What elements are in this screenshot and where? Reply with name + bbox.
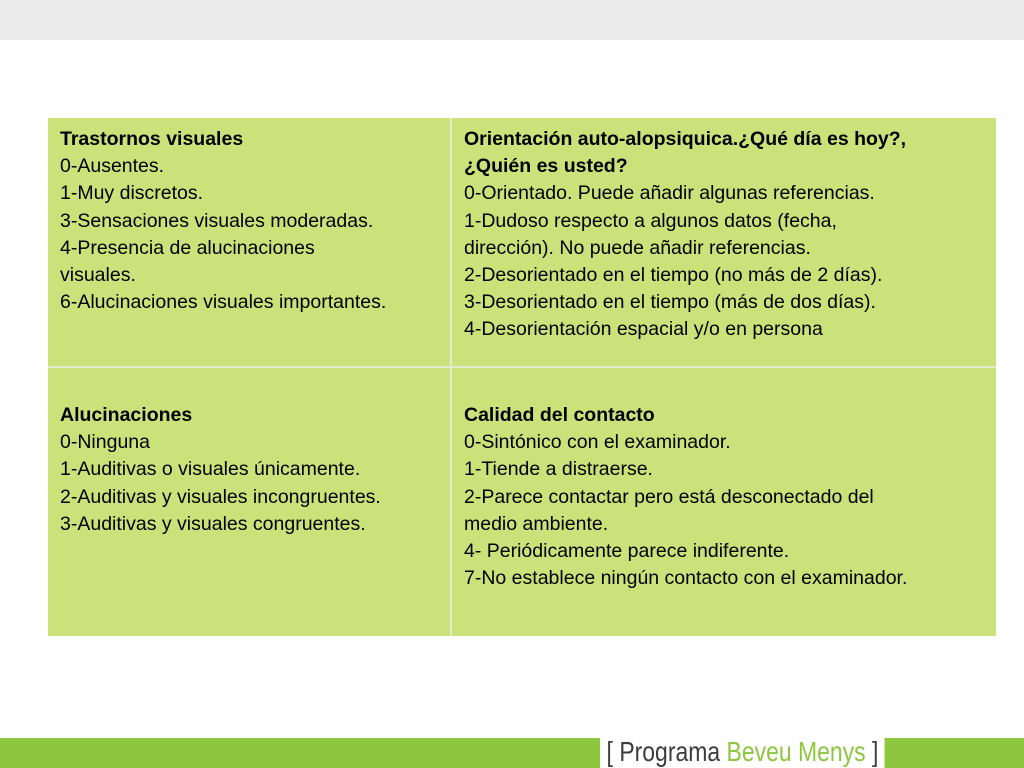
cell-line: 1-Muy discretos. xyxy=(60,182,204,205)
logo-brand-name: Beveu Menys xyxy=(726,736,866,767)
cell-line: dirección). No puede añadir referencias. xyxy=(464,236,811,259)
cell-line: 3-Sensaciones visuales moderadas. xyxy=(60,209,374,232)
program-logo xyxy=(600,735,885,768)
cell-line: 3-Auditivas y visuales congruentes. xyxy=(60,512,366,535)
cell-title: Trastornos visuales xyxy=(60,128,244,150)
cell-line: 1-Auditivas o visuales únicamente. xyxy=(60,458,361,481)
cell-calidad-contacto xyxy=(452,368,996,636)
logo-program-word: Programa xyxy=(619,736,721,767)
cell-line: 0-Ausentes. xyxy=(60,155,165,178)
cell-title: Calidad del contacto xyxy=(464,404,655,426)
cell-line: 6-Alucinaciones visuales importantes. xyxy=(60,291,387,314)
cell-title: Alucinaciones xyxy=(60,404,193,426)
cell-line: 4- Periódicamente parece indiferente. xyxy=(464,540,790,563)
cell-trastornos-visuales xyxy=(48,118,450,366)
cell-line: 0-Sintónico con el examinador. xyxy=(464,431,731,454)
cell-line: 2-Desorientado en el tiempo (no más de 2 días). xyxy=(464,264,883,287)
criteria-table xyxy=(48,118,996,636)
cell-line: 0-Orientado. Puede añadir algunas referencias. xyxy=(464,182,875,205)
cell-line: 3-Desorientado en el tiempo (más de dos días). xyxy=(464,291,876,314)
cell-line: medio ambiente. xyxy=(464,512,609,535)
cell-line: 1-Tiende a distraerse. xyxy=(464,458,653,481)
logo-open-bracket: [ xyxy=(606,736,613,767)
cell-line: 4-Desorientación espacial y/o en persona xyxy=(464,318,823,341)
cell-title: ¿Quién es usted? xyxy=(464,155,628,178)
cell-alucinaciones xyxy=(48,368,450,636)
logo-close-bracket: ] xyxy=(871,736,879,767)
cell-line: 4-Presencia de alucinaciones xyxy=(60,236,315,259)
cell-title: Orientación auto-alopsiquica.¿Qué día es hoy?, xyxy=(464,128,907,150)
cell-line: 2-Parece contactar pero está desconectado del xyxy=(464,485,874,508)
cell-line: 1-Dudoso respecto a algunos datos (fecha, xyxy=(464,209,837,232)
cell-line: 2-Auditivas y visuales incongruentes. xyxy=(60,485,381,508)
cell-line: 0-Ninguna xyxy=(60,431,150,454)
cell-orientacion xyxy=(452,118,996,366)
top-band xyxy=(0,0,1024,40)
cell-line: visuales. xyxy=(60,264,136,287)
cell-line: 7-No establece ningún contacto con el examinador. xyxy=(464,567,908,590)
